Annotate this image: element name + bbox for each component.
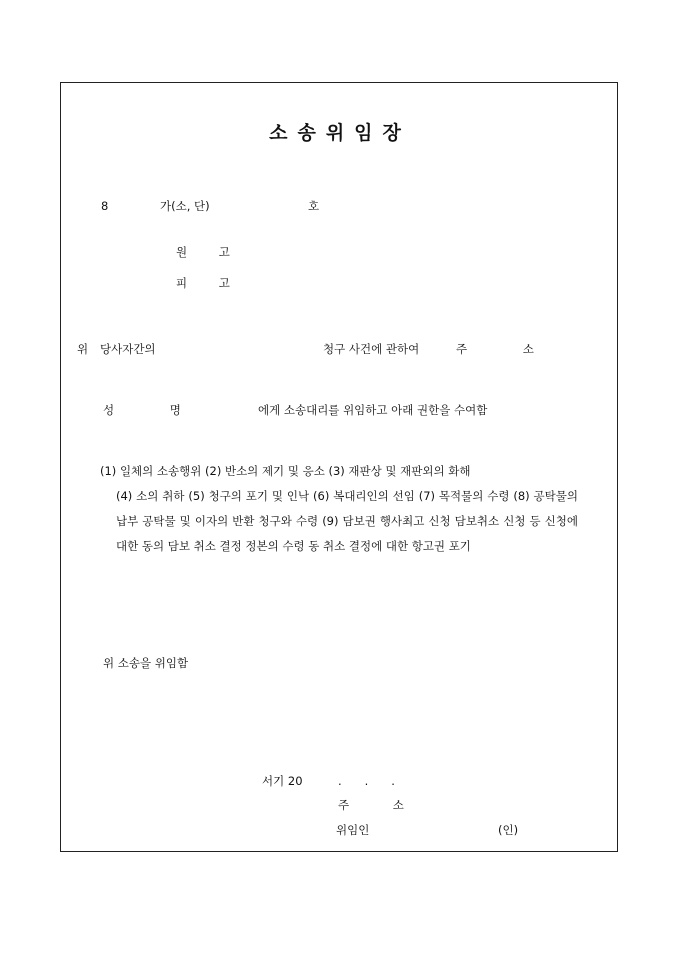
- closing-text: 위 소송을 위임함: [103, 656, 189, 670]
- case-type: 가(소, 단): [160, 199, 210, 213]
- powers-first-line: (1) 일체의 소송행위 (2) 반소의 제기 및 응소 (3) 재판상 및 재판외의 화해: [100, 464, 471, 478]
- case-suffix: 호: [308, 199, 320, 213]
- defendant-label: 피 고: [176, 276, 244, 290]
- parties-between: 당사자간의: [100, 342, 156, 356]
- claim-case-text: 청구 사건에 관하여: [323, 342, 420, 356]
- powers-list: [100, 459, 578, 559]
- delegate-text: 에게 소송대리를 위임하고 아래 권한을 수여함: [258, 403, 488, 417]
- delegator-label: 위임인: [336, 823, 370, 837]
- date-label: 서기 20: [262, 774, 303, 788]
- line1-prefix: 위: [77, 342, 89, 356]
- address-label-1: 주 소: [456, 342, 560, 356]
- name-label: 성 명: [103, 403, 207, 417]
- date-dots: . . .: [338, 774, 395, 788]
- address-label-2: 주 소: [338, 798, 424, 812]
- powers-rest: (4) 소의 취하 (5) 청구의 포기 및 인낙 (6) 복대리인의 선임 (7) 목적물의 수령 (8) 공탁물의 납부 공탁물 및 이자의 반환 청구와 수령 (9) 담보권 행사최고 신청 담보취소 신청 등 신청에 대한 동의 담보 취소 결정 정본의 수령 동 취소 결정에 대한 항고권 포기: [116, 489, 578, 553]
- plaintiff-label: 원 고: [176, 245, 244, 259]
- case-number: 8: [101, 199, 109, 213]
- document-title: 소송위임장: [269, 122, 411, 144]
- seal-mark: (인): [498, 823, 519, 837]
